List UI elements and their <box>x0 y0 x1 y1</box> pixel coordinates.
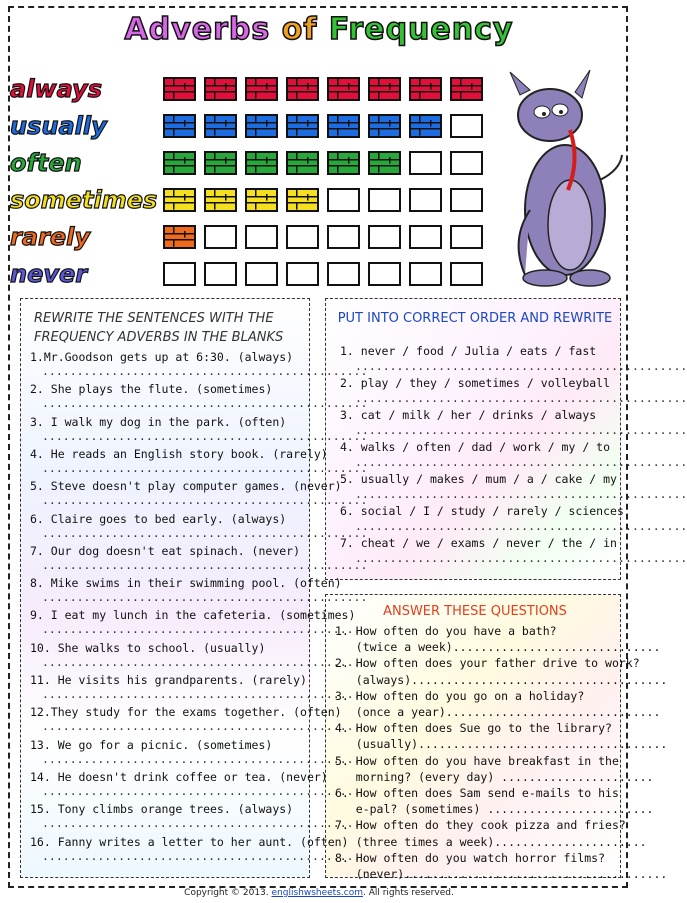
order-item: 7. cheat / we / exams / never / the / in <box>340 536 617 550</box>
answer-blank[interactable]: ................................................ <box>355 359 687 373</box>
rewrite-item: 10. She walks to school. (usually) <box>30 640 266 655</box>
rewrite-item: 5. Steve doesn't play computer games. (never) <box>30 479 342 494</box>
filled-brick-box <box>163 77 196 101</box>
filled-brick-box <box>245 114 278 138</box>
question-line: 7. How often do they cook pizza and fries? <box>335 818 626 833</box>
answer-blank[interactable]: ................................................ <box>355 519 687 533</box>
rewrite-item: 11. He visits his grandparents. (rarely) <box>30 673 307 687</box>
question-line: 6. How often does Sam send e-mails to his <box>335 786 619 800</box>
empty-box <box>286 225 319 249</box>
empty-box <box>450 262 483 286</box>
order-heading: PUT INTO CORRECT ORDER AND REWRITE <box>337 311 613 326</box>
empty-box <box>163 262 196 286</box>
copyright-footer <box>0 888 638 898</box>
empty-box <box>286 262 319 286</box>
answer-blank[interactable]: ............................................... <box>42 719 368 734</box>
filled-brick-box <box>327 114 360 138</box>
rewrite-item: 1.Mr.Goodson gets up at 6:30. (always) <box>30 350 294 364</box>
filled-brick-box <box>286 151 319 175</box>
filled-brick-box <box>450 77 483 101</box>
rewrite-item: 4. He reads an English story book. (rarely) <box>30 446 328 461</box>
answer-blank[interactable]: ............................................... <box>42 622 368 637</box>
answer-line: (never)...................................... <box>335 867 668 881</box>
adverb-word: rarely <box>10 223 91 251</box>
filled-brick-box <box>163 188 196 212</box>
answer-blank[interactable]: ............................................... <box>42 493 368 508</box>
frequency-boxes <box>163 77 483 101</box>
filled-brick-box <box>409 77 442 101</box>
adverb-word: usually <box>10 112 107 140</box>
empty-box <box>327 225 360 249</box>
frequency-boxes <box>163 114 483 138</box>
empty-box <box>409 225 442 249</box>
empty-box <box>368 188 401 212</box>
empty-box <box>327 188 360 212</box>
filled-brick-box <box>286 188 319 212</box>
question-line: 3. How often do you go on a holiday? <box>335 688 585 703</box>
dragon-illustration <box>490 60 630 290</box>
empty-box <box>450 151 483 175</box>
filled-brick-box <box>204 151 237 175</box>
answer-blank[interactable]: ................................................ <box>355 423 687 437</box>
empty-box <box>204 262 237 286</box>
order-item: 4. walks / often / dad / work / my / to <box>340 440 611 454</box>
title-word-2: of <box>281 12 318 47</box>
question-line: 2. How often does your father drive to work? <box>335 656 640 671</box>
rewrite-item: 15. Tony climbs orange trees. (always) <box>30 802 294 817</box>
answer-blank[interactable]: ............................................... <box>42 848 368 863</box>
title-word-3: Frequency <box>328 12 514 47</box>
filled-brick-box <box>204 188 237 212</box>
empty-box <box>245 262 278 286</box>
filled-brick-box <box>368 114 401 138</box>
answer-blank[interactable]: ............................................... <box>42 396 368 411</box>
filled-brick-box <box>327 77 360 101</box>
filled-brick-box <box>204 114 237 138</box>
answer-blank[interactable]: ............................................... <box>42 783 368 798</box>
filled-brick-box <box>327 151 360 175</box>
rewrite-item: 16. Fanny writes a letter to her aunt. (often) <box>30 834 349 849</box>
adverb-word: always <box>10 75 102 103</box>
adverb-word: often <box>10 149 82 177</box>
answer-blank[interactable]: ............................................... <box>42 590 368 605</box>
adverb-word: never <box>10 260 88 288</box>
answer-blank[interactable]: ............................................... <box>42 687 368 701</box>
answer-line: e-pal? (sometimes) ........................ <box>335 802 654 817</box>
filled-brick-box <box>286 77 319 101</box>
adverb-row <box>10 146 175 180</box>
filled-brick-box <box>163 114 196 138</box>
empty-box <box>409 262 442 286</box>
question-line: 4. How often does Sue go to the library? <box>335 721 612 736</box>
title-word-1: Adverbs <box>124 12 271 47</box>
copyright-text: Copyright © 2013. <box>184 888 272 898</box>
empty-box <box>204 225 237 249</box>
answer-line: (three times a week)...................... <box>335 834 647 849</box>
empty-box <box>450 114 483 138</box>
rewrite-item: 13. We go for a picnic. (sometimes) <box>30 737 273 752</box>
empty-box <box>450 225 483 249</box>
answer-heading: ANSWER THESE QUESTIONS <box>383 604 567 619</box>
filled-brick-box <box>163 225 196 249</box>
order-item: 5. usually / makes / mum / a / cake / my <box>340 472 617 486</box>
page-title <box>0 12 638 47</box>
rights-text: . All rights reserved. <box>362 888 454 898</box>
rewrite-item: 8. Mike swims in their swimming pool. (often) <box>30 576 342 591</box>
site-link[interactable]: englishwsheets.com <box>271 888 363 898</box>
adverb-row <box>10 109 175 143</box>
answer-line: (twice a week).............................. <box>335 640 661 655</box>
rewrite-item: 12.They study for the exams together. (often) <box>30 705 342 720</box>
rewrite-item: 6. Claire goes to bed early. (always) <box>30 511 287 526</box>
frequency-boxes <box>163 262 483 286</box>
rewrite-item: 14. He doesn't drink coffee or tea. (never) <box>30 769 328 784</box>
adverb-row <box>10 257 175 291</box>
answer-line: morning? (every day) ...................... <box>335 769 654 784</box>
answer-blank[interactable]: ................................................ <box>355 551 687 565</box>
frequency-boxes <box>163 188 483 212</box>
answer-blank[interactable]: ............................................... <box>42 654 368 669</box>
rewrite-heading: REWRITE THE SENTENCES WITH THE FREQUENCY ADVERBS IN THE BLANKS <box>34 311 284 345</box>
empty-box <box>450 188 483 212</box>
answer-blank[interactable]: ............................................... <box>42 460 368 475</box>
adverb-row <box>10 220 175 254</box>
answer-line: (once a year)............................... <box>335 705 661 719</box>
adverb-word: sometimes <box>10 186 158 214</box>
empty-box <box>327 262 360 286</box>
empty-box <box>409 188 442 212</box>
frequency-boxes <box>163 151 483 175</box>
filled-brick-box <box>368 77 401 101</box>
filled-brick-box <box>286 114 319 138</box>
rewrite-item: 9. I eat my lunch in the cafeteria. (sometimes) <box>30 608 356 623</box>
frequency-boxes <box>163 225 483 249</box>
filled-brick-box <box>204 77 237 101</box>
answer-line: (always)..................................... <box>335 672 668 687</box>
filled-brick-box <box>163 151 196 175</box>
answer-blank[interactable]: ............................................... <box>42 525 368 540</box>
answer-blank[interactable]: ............................................... <box>42 557 368 572</box>
answer-blank[interactable]: ............................................... <box>42 428 368 443</box>
order-item: 6. social / I / study / rarely / sciences <box>340 504 624 518</box>
order-item: 3. cat / milk / her / drinks / always <box>340 408 597 422</box>
order-item: 1. never / food / Julia / eats / fast <box>340 344 597 358</box>
adverb-row <box>10 72 175 106</box>
filled-brick-box <box>409 114 442 138</box>
answer-blank[interactable]: ................................................ <box>355 391 687 405</box>
filled-brick-box <box>368 151 401 175</box>
answer-line: (usually).................................... <box>335 737 668 752</box>
filled-brick-box <box>245 188 278 212</box>
filled-brick-box <box>245 151 278 175</box>
empty-box <box>245 225 278 249</box>
order-item: 2. play / they / sometimes / volleyball <box>340 376 611 390</box>
rewrite-item: 7. Our dog doesn't eat spinach. (never) <box>30 543 301 558</box>
answer-blank[interactable]: ............................................... <box>42 751 368 766</box>
rewrite-item: 3. I walk my dog in the park. (often) <box>30 414 287 429</box>
answer-blank[interactable]: ................................................ <box>355 455 687 469</box>
answer-blank[interactable]: ................................................ <box>355 487 687 501</box>
rewrite-item: 2. She plays the flute. (sometimes) <box>30 382 273 397</box>
adverb-row <box>10 183 175 217</box>
filled-brick-box <box>245 77 278 101</box>
empty-box <box>409 151 442 175</box>
question-line: 8. How often do you watch horror films? <box>335 850 606 865</box>
question-line: 5. How often do you have breakfast in the <box>335 753 619 768</box>
answer-blank[interactable]: ............................................... <box>42 816 368 831</box>
answer-blank[interactable]: ............................................... <box>42 364 368 378</box>
empty-box <box>368 262 401 286</box>
empty-box <box>368 225 401 249</box>
question-line: 1. How often do you have a bath? <box>335 624 557 638</box>
